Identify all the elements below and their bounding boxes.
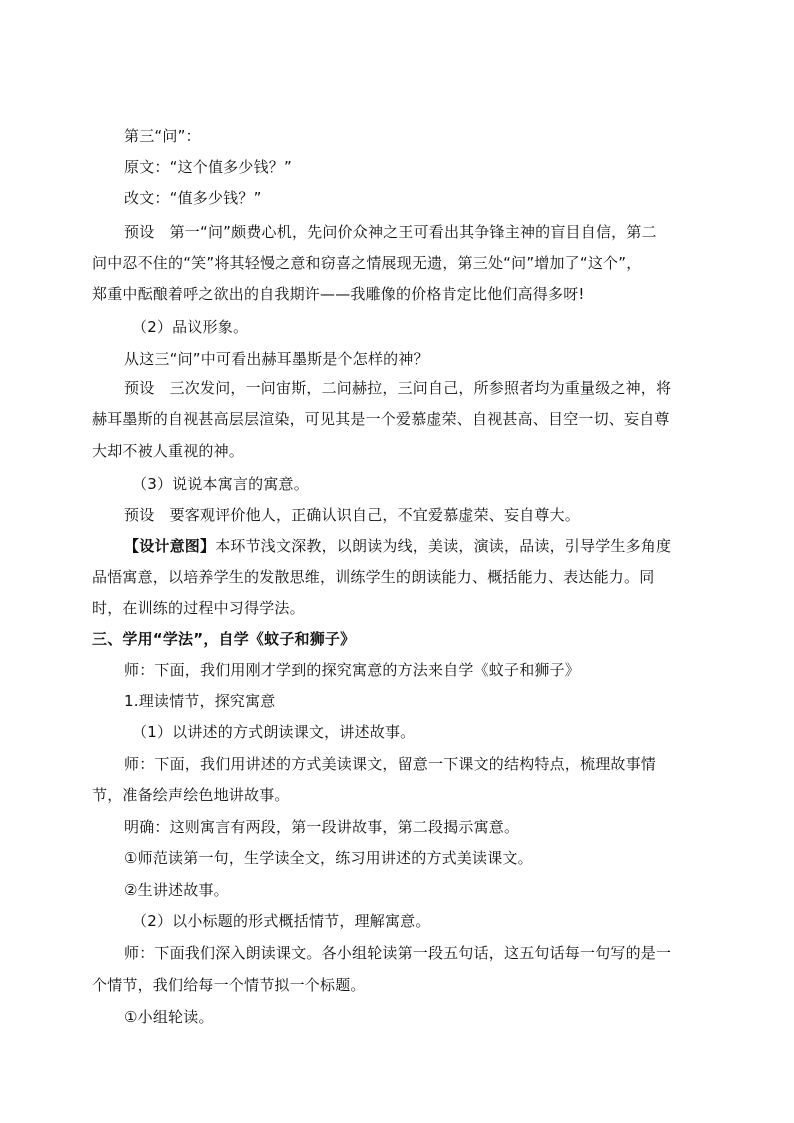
paragraph-line: 郑重中酝酿着呼之欲出的自我期许——我雕像的价格肯定比他们高得多呀! xyxy=(92,285,585,303)
paragraph-line: 节，准备绘声绘色地讲故事。 xyxy=(92,786,290,804)
subheading-line: （3）说说本寓言的寓意。 xyxy=(132,475,309,493)
design-intent-text: 本环节浅文深教，以朗读为线，美读，演读，品读，引导学生多角度 xyxy=(215,537,672,555)
paragraph-line: 品悟寓意，以培养学生的发散思维，训练学生的朗读能力、概括能力、表达能力。同 xyxy=(92,568,655,586)
subheading-line: （2）品议形象。 xyxy=(132,318,249,336)
paragraph-line: 改文：“值多少钱？” xyxy=(124,189,262,207)
subheading-line: （1）以讲述的方式朗读课文，讲述故事。 xyxy=(132,723,416,741)
paragraph-line: 大却不被人重视的神。 xyxy=(92,442,245,460)
paragraph-line: 预设 要客观评价他人，正确认识自己，不宜爱慕虚荣、妄自尊大。 xyxy=(124,506,581,524)
paragraph-line: 明确：这则寓言有两段，第一段讲故事，第二段揭示寓意。 xyxy=(124,818,520,836)
paragraph-line: 时，在训练的过程中习得学法。 xyxy=(92,599,305,617)
paragraph-line: 赫耳墨斯的自视甚高层层渲染，可见其是一个爱慕虚荣、自视甚高、目空一切、妄自尊 xyxy=(92,410,670,428)
design-intent-line xyxy=(124,536,708,556)
paragraph-line: ①师范读第一句，生学读全文，练习用讲述的方式美读课文。 xyxy=(124,849,533,867)
design-intent-label: 【设计意图】 xyxy=(124,537,216,555)
paragraph-line: 师：下面，我们用讲述的方式美读课文，留意一下课文的结构特点，梳理故事情 xyxy=(124,755,657,773)
paragraph-line: 从这三“问”中可看出赫耳墨斯是个怎样的神？ xyxy=(124,350,429,368)
section-heading: 三、学用“学法”，自学《蚊子和狮子》 xyxy=(92,630,356,648)
paragraph-line: ①小组轮读。 xyxy=(124,1008,214,1026)
paragraph-line: ②生讲述故事。 xyxy=(124,881,229,899)
paragraph-line: 师：下面，我们用刚才学到的探究寓意的方法来自学《蚊子和狮子》 xyxy=(124,661,581,679)
paragraph-line: 预设 第一“问”颇费心机，先问价众神之王可看出其争锋主神的盲目自信，第二 xyxy=(124,223,657,241)
paragraph-line: 师：下面我们深入朗读课文。各小组轮读第一段五句话，这五句话每一句写的是一 xyxy=(124,944,672,962)
paragraph-line: 个情节，我们给每一个情节拟一个标题。 xyxy=(92,976,366,994)
paragraph-line: 问中忍不住的“笑”将其轻慢之意和窃喜之情展现无遗，第三处“问”增加了“这个”， xyxy=(92,254,642,272)
paragraph-line: 第三“问”： xyxy=(124,127,201,145)
paragraph-line: 预设 三次发问，一问宙斯，二问赫拉，三问自己，所参照者均为重量级之神，将 xyxy=(124,379,672,397)
subheading-line: 1.理读情节，探究寓意 xyxy=(124,692,276,710)
paragraph-line: 原文：“这个值多少钱？” xyxy=(124,158,292,176)
subheading-line: （2）以小标题的形式概括情节，理解寓意。 xyxy=(132,912,431,930)
